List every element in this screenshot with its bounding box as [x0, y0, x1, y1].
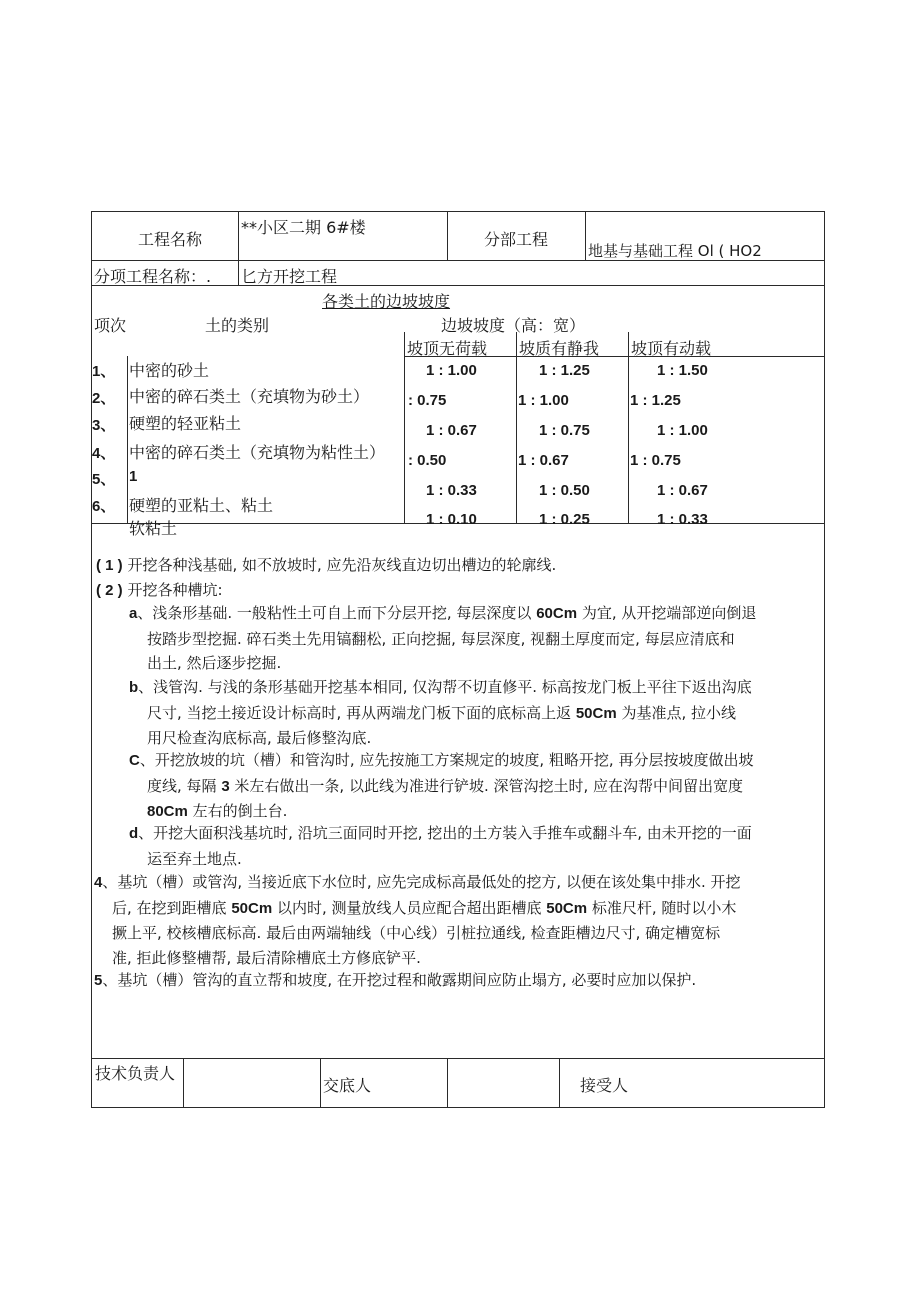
row-4-soil: 中密的碎石类土（充填物为粘性土）: [129, 443, 386, 462]
header-col-divider-3: [585, 211, 586, 260]
row-6-v3: 1 : 0.33: [657, 511, 708, 528]
receiver-label: 接受人: [580, 1076, 629, 1095]
signature-col-divider-2: [320, 1058, 321, 1107]
slope-table-body: [92, 356, 824, 538]
paragraph-5-number: 5: [94, 972, 103, 989]
paragraph-a-line-2: 按踏步型挖掘. 碎石类土先用镐翻松, 正向挖掘, 每层深度, 视翻土厚度而定, 每层应清底和: [147, 629, 735, 648]
table-left-border: [91, 211, 92, 1108]
paragraph-2-number: ( 2 ): [96, 582, 123, 599]
subitem-value: 匕方开挖工程: [241, 267, 338, 286]
paragraph-a-letter: a: [129, 605, 138, 622]
handover-signature-cell[interactable]: [448, 1059, 558, 1106]
paragraph-4-depth-2: 50Cm: [546, 899, 588, 917]
paragraph-c: [129, 748, 753, 825]
row-3-v2: 1 : 0.75: [539, 422, 590, 439]
paragraph-4-number: 4: [94, 874, 103, 891]
row-3-v1: 1 : 0.67: [426, 422, 477, 439]
row-6-v1: 1 : 0.10: [426, 511, 477, 528]
paragraph-4-line-3: 撅上平, 校核槽底标高. 最后由两端轴线（中心线）引桩拉通线, 检查距槽边尺寸, 确定槽宽标: [112, 924, 721, 942]
paragraph-5: [94, 968, 696, 994]
row-3-soil: 硬塑的轻亚粘土: [129, 414, 242, 433]
table-right-border: [824, 211, 825, 1108]
tech-lead-label: 技术负责人: [95, 1064, 176, 1083]
paragraph-c-line-2-end: 米左右做出一条, 以此线为准进行铲坡. 深管沟挖土时, 应在沟帮中间留出宽度: [229, 776, 744, 795]
paragraph-a-depth: 60Cm: [536, 605, 578, 622]
paragraph-c-letter: C: [129, 752, 140, 769]
header-col-divider-2: [447, 211, 448, 260]
row-1-no: 1、: [92, 363, 116, 380]
paragraph-b-line-2-end: 为基准点, 拉小线: [616, 703, 737, 722]
paragraph-b-line-3: 用尺检查沟底标高, 最后修整沟底.: [147, 729, 372, 747]
row-2-no: 2、: [92, 390, 116, 407]
row-7-soil-partial: 软粘土: [129, 519, 178, 538]
row-1-v2: 1 : 1.25: [539, 362, 590, 379]
paragraph-a: [129, 601, 756, 676]
row-5-v3: 1 : 0.67: [657, 482, 708, 499]
handover-label: 交底人: [323, 1076, 372, 1095]
row-5-v2: 1 : 0.50: [539, 482, 590, 499]
paragraph-d-line-1-text: 、开挖大面积浅基坑时, 沿坑三面同时开挖, 挖出的土方装入手推车或翻斗车, 由未开挖的一面: [138, 824, 752, 842]
paragraph-c-line-1: [129, 748, 753, 774]
row-3-no: 3、: [92, 417, 116, 434]
row-6-v2: 1 : 0.25: [539, 511, 590, 528]
paragraph-c-line-3-text: 左右的倒土台.: [187, 802, 288, 820]
paragraph-b-height: 50Cm: [575, 704, 617, 722]
project-name-value: **小区二期 6#楼: [241, 218, 366, 237]
paragraph-b-line-1-text: 、浅管沟. 与浅的条形基础开挖基本相同, 仅沟帮不切直修平. 标高按龙门板上平往下返出沟底: [138, 678, 752, 696]
paragraph-4-line-1-text: 、基坑（槽）或管沟, 当接近底下水位时, 应先完成标高最低处的挖方, 以便在该处集中排水. 开挖: [102, 873, 741, 891]
row-2-v3: 1 : 1.25: [630, 392, 681, 409]
paragraph-5-text: 、基坑（槽）管沟的直立帮和坡度, 在开挖过程和敞露期间应防止塌方, 必要时应加以保护.: [102, 971, 697, 989]
paragraph-b: [129, 675, 752, 751]
subcol-static-load: 坡质有静我: [519, 339, 600, 358]
paragraph-4-line-1: [94, 870, 741, 896]
slope-table-title: 各类土的边坡坡度: [322, 292, 451, 311]
table-top-border: [91, 211, 825, 212]
row-4-v1: : 0.50: [408, 452, 447, 469]
row-5-soil: 1: [129, 468, 138, 485]
row-4-v3: 1 : 0.75: [630, 452, 681, 469]
paragraph-d-line-2: 运至弃土地点.: [147, 849, 242, 868]
table-bottom-border: [91, 1107, 825, 1108]
signature-col-divider-4: [559, 1058, 560, 1107]
col-soil-heading: 土的类别: [205, 316, 270, 335]
paragraph-4-depth-1: 50Cm: [231, 899, 273, 917]
paragraph-1: [96, 553, 556, 579]
paragraph-b-letter: b: [129, 679, 139, 696]
division-value: 地基与基础工程 Ol ( HO2: [588, 242, 762, 260]
paragraph-4: [94, 870, 741, 970]
row-1-v1: 1 : 1.00: [426, 362, 477, 379]
division-label: 分部工程: [484, 230, 549, 249]
project-name-label: 工程名称: [138, 230, 203, 249]
row-6-soil: 硬塑的亚粘土、粘土: [129, 496, 274, 515]
row-1-v3: 1 : 1.50: [657, 362, 708, 379]
row-2-v1: : 0.75: [408, 392, 447, 409]
subcol-no-load: 坡顶无荷载: [407, 339, 488, 358]
paragraph-c-line-2: [129, 774, 753, 800]
paragraph-b-line-1: [129, 675, 752, 701]
paragraph-d-line-1: [129, 821, 752, 847]
paragraph-4-line-2: [94, 896, 741, 922]
row-1-soil: 中密的砂土: [129, 361, 210, 380]
paragraph-4-line-2-text: 后, 在挖到距槽底: [112, 898, 232, 917]
paragraph-2-text: 开挖各种槽坑:: [122, 581, 223, 599]
header-col-divider-1: [238, 211, 239, 285]
row-3-v3: 1 : 1.00: [657, 422, 708, 439]
paragraph-1-number: ( 1 ): [96, 557, 123, 574]
paragraph-a-line-1: [129, 601, 756, 627]
subitem-label: 分项工程名称：.: [94, 267, 212, 286]
subcol-dynamic-load: 坡顶有动载: [631, 339, 712, 358]
row-6-no: 6、: [92, 498, 116, 515]
tech-lead-signature-cell[interactable]: [184, 1059, 319, 1106]
col-slope-heading: 边坡坡度（高：宽）: [441, 316, 586, 335]
row-2-soil: 中密的碎石类土（充填物为砂土）: [129, 387, 370, 406]
col-item-heading: 项次: [94, 316, 127, 335]
paragraph-b-line-2-text: 尺寸, 当挖土接近设计标高时, 再从两端龙门板下面的底标高上返: [147, 703, 576, 722]
row-4-no: 4、: [92, 445, 116, 462]
paragraph-a-line-3: 出土, 然后逐步挖掘.: [147, 654, 282, 672]
paragraph-2: [96, 578, 223, 604]
row-4-v2: 1 : 0.67: [518, 452, 569, 469]
paragraph-1-text: 开挖各种浅基础, 如不放坡时, 应先沿灰线直边切出槽边的轮廓线.: [122, 556, 557, 574]
row-2-v2: 1 : 1.00: [518, 392, 569, 409]
row-5-v1: 1 : 0.33: [426, 482, 477, 499]
paragraph-d-letter: d: [129, 825, 139, 842]
paragraph-4-line-4: 准, 拒此修整槽帮, 最后清除槽底土方修底铲平.: [112, 948, 421, 967]
paragraph-4-line-2-mid: 以内时, 测量放线人员应配合超出距槽底: [272, 898, 547, 917]
row-5-no: 5、: [92, 471, 116, 488]
paragraph-b-line-2: [129, 701, 752, 727]
paragraph-a-line-1-end: 为宜, 从开挖端部逆向倒退: [577, 604, 757, 622]
paragraph-c-interval: 3: [221, 777, 230, 795]
paragraph-d: [129, 821, 752, 871]
paragraph-c-width: 80Cm: [147, 803, 188, 820]
paragraph-c-line-1-text: 、开挖放坡的坑（槽）和管沟时, 应先按施工方案规定的坡度, 粗略开挖, 再分层按坡度做出坡: [139, 751, 754, 769]
paragraph-c-line-2-text: 度线, 每隔: [147, 776, 222, 795]
paragraph-a-line-1-text: 、浅条形基础. 一般粘性土可自上而下分层开挖, 每层深度以: [137, 604, 537, 622]
paragraph-4-line-2-end: 标准尺杆, 随时以小木: [587, 898, 737, 917]
